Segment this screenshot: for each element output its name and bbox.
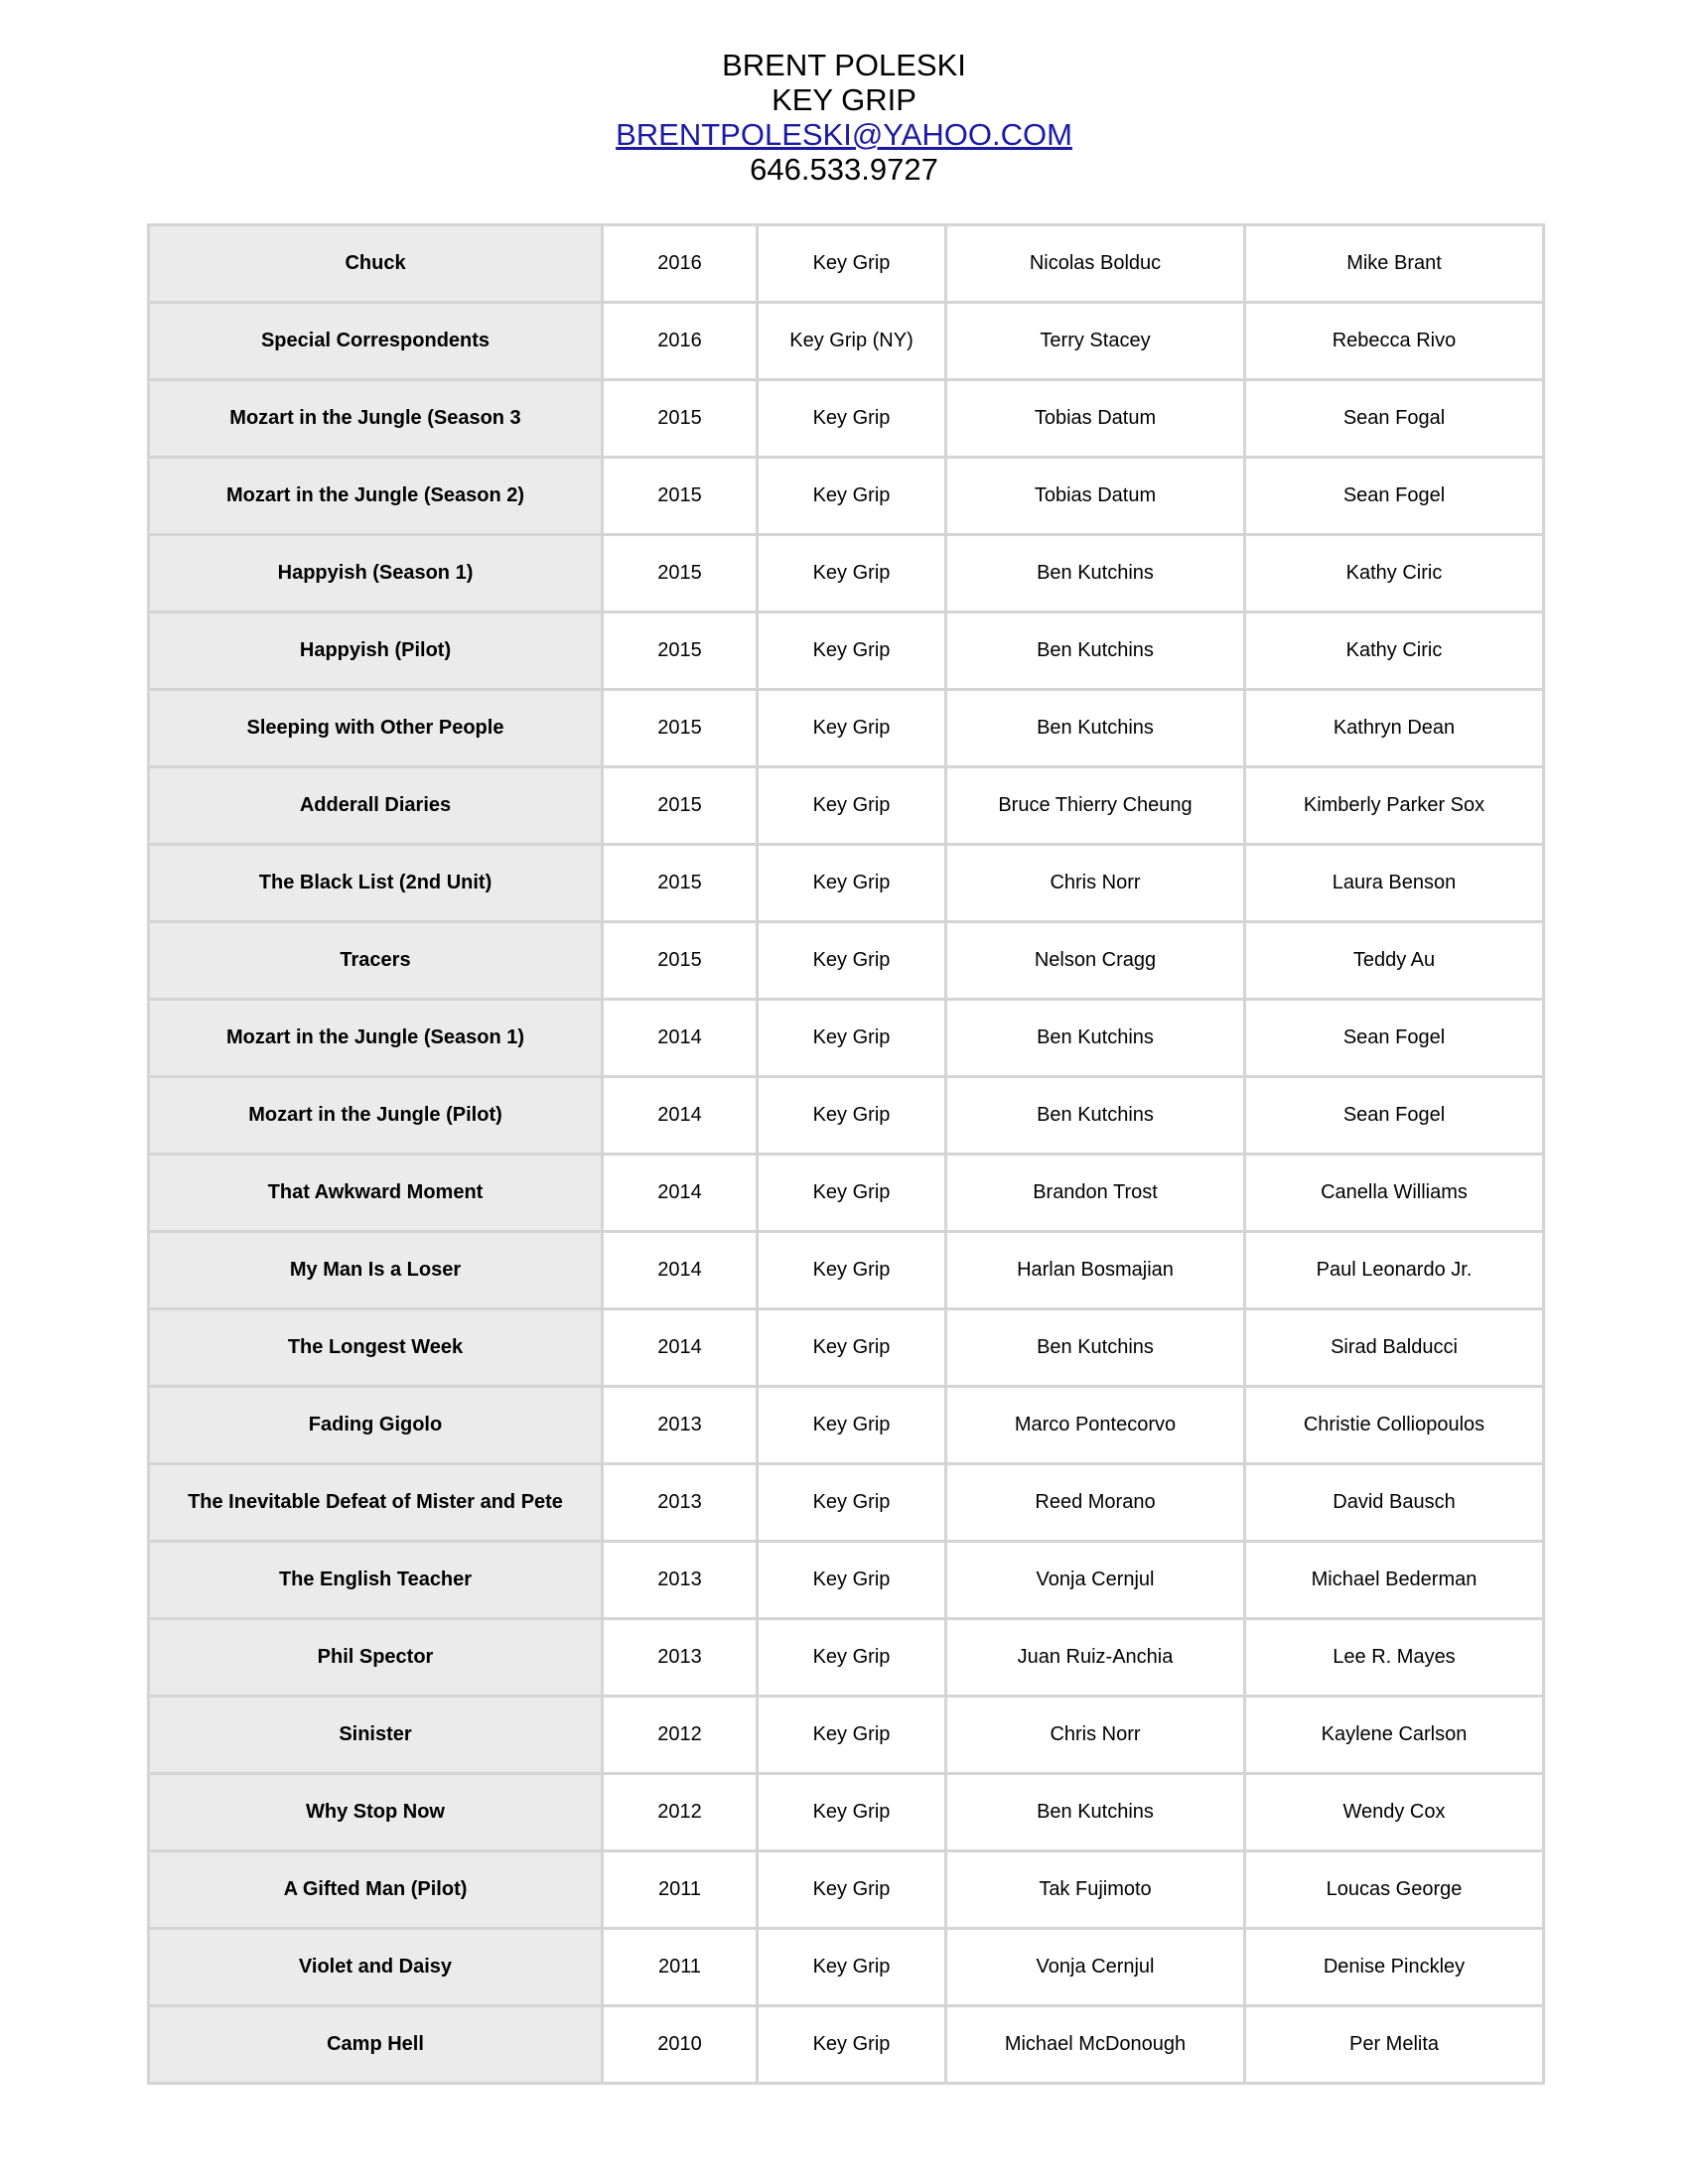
credit-position: Key Grip — [758, 458, 946, 535]
credit-position: Key Grip — [758, 1929, 946, 2006]
credits-table — [147, 223, 1545, 2085]
email-link[interactable]: BRENTPOLESKI@YAHOO.COM — [616, 117, 1072, 152]
credit-position: Key Grip — [758, 767, 946, 845]
table-row — [149, 1619, 1544, 1697]
credit-dp: Nelson Cragg — [946, 922, 1245, 1000]
credit-contact: Rebecca Rivo — [1245, 303, 1544, 380]
credit-position: Key Grip — [758, 225, 946, 303]
credit-year: 2016 — [603, 225, 758, 303]
credit-contact: Kaylene Carlson — [1245, 1697, 1544, 1774]
phone-number: 646.533.9727 — [750, 152, 938, 187]
credit-position: Key Grip — [758, 1697, 946, 1774]
credit-dp: Ben Kutchins — [946, 1000, 1245, 1077]
table-row — [149, 1697, 1544, 1774]
credit-contact: Kathy Ciric — [1245, 535, 1544, 613]
credit-title: Fading Gigolo — [149, 1387, 603, 1464]
credit-contact: Denise Pinckley — [1245, 1929, 1544, 2006]
credit-year: 2011 — [603, 1929, 758, 2006]
credit-dp: Reed Morano — [946, 1464, 1245, 1542]
credit-contact: Sirad Balducci — [1245, 1309, 1544, 1387]
table-row — [149, 613, 1544, 690]
table-row — [149, 1774, 1544, 1851]
name-heading: BRENT POLESKI — [722, 48, 966, 82]
table-row — [149, 1542, 1544, 1619]
credits-table-body — [149, 225, 1544, 2084]
credit-dp: Ben Kutchins — [946, 690, 1245, 767]
credit-contact: Sean Fogel — [1245, 458, 1544, 535]
credit-contact: Mike Brant — [1245, 225, 1544, 303]
credit-position: Key Grip — [758, 1542, 946, 1619]
credit-year: 2015 — [603, 922, 758, 1000]
credit-title: Mozart in the Jungle (Season 1) — [149, 1000, 603, 1077]
credit-year: 2016 — [603, 303, 758, 380]
credit-dp: Ben Kutchins — [946, 1309, 1245, 1387]
credit-position: Key Grip — [758, 380, 946, 458]
table-row — [149, 1232, 1544, 1309]
credit-position: Key Grip — [758, 1077, 946, 1155]
credit-dp: Chris Norr — [946, 845, 1245, 922]
email-line — [0, 117, 1688, 152]
table-row — [149, 303, 1544, 380]
credit-position: Key Grip — [758, 1464, 946, 1542]
credit-year: 2015 — [603, 535, 758, 613]
credit-year: 2015 — [603, 845, 758, 922]
credit-position: Key Grip — [758, 845, 946, 922]
credit-position: Key Grip — [758, 1851, 946, 1929]
credit-position: Key Grip — [758, 1774, 946, 1851]
credit-title: Happyish (Season 1) — [149, 535, 603, 613]
credit-dp: Bruce Thierry Cheung — [946, 767, 1245, 845]
credit-position: Key Grip (NY) — [758, 303, 946, 380]
credit-title: The Longest Week — [149, 1309, 603, 1387]
credit-position: Key Grip — [758, 1619, 946, 1697]
credit-year: 2013 — [603, 1542, 758, 1619]
resume-header — [0, 48, 1688, 187]
credit-position: Key Grip — [758, 922, 946, 1000]
credit-contact: Michael Bederman — [1245, 1542, 1544, 1619]
credit-title: My Man Is a Loser — [149, 1232, 603, 1309]
table-row — [149, 845, 1544, 922]
credit-year: 2014 — [603, 1232, 758, 1309]
credit-position: Key Grip — [758, 1387, 946, 1464]
credit-year: 2013 — [603, 1387, 758, 1464]
credit-position: Key Grip — [758, 1155, 946, 1232]
credit-title: Violet and Daisy — [149, 1929, 603, 2006]
credit-title: Special Correspondents — [149, 303, 603, 380]
credit-contact: Kathy Ciric — [1245, 613, 1544, 690]
credit-position: Key Grip — [758, 535, 946, 613]
credit-position: Key Grip — [758, 1232, 946, 1309]
credit-contact: Laura Benson — [1245, 845, 1544, 922]
credit-year: 2015 — [603, 458, 758, 535]
credit-contact: David Bausch — [1245, 1464, 1544, 1542]
credit-contact: Kimberly Parker Sox — [1245, 767, 1544, 845]
credit-dp: Juan Ruiz-Anchia — [946, 1619, 1245, 1697]
table-row — [149, 535, 1544, 613]
role-heading: KEY GRIP — [772, 82, 916, 117]
credit-dp: Michael McDonough — [946, 2006, 1245, 2084]
table-row — [149, 922, 1544, 1000]
credit-title: Adderall Diaries — [149, 767, 603, 845]
credit-title: Sinister — [149, 1697, 603, 1774]
credit-year: 2014 — [603, 1000, 758, 1077]
credit-year: 2012 — [603, 1697, 758, 1774]
credit-dp: Tobias Datum — [946, 458, 1245, 535]
table-row — [149, 1000, 1544, 1077]
credit-title: Tracers — [149, 922, 603, 1000]
table-row — [149, 1464, 1544, 1542]
credit-contact: Per Melita — [1245, 2006, 1544, 2084]
credit-dp: Brandon Trost — [946, 1155, 1245, 1232]
credit-year: 2013 — [603, 1619, 758, 1697]
credit-year: 2014 — [603, 1155, 758, 1232]
table-row — [149, 1851, 1544, 1929]
credit-title: Chuck — [149, 225, 603, 303]
credit-title: The Inevitable Defeat of Mister and Pete — [149, 1464, 603, 1542]
table-row — [149, 458, 1544, 535]
credit-position: Key Grip — [758, 1000, 946, 1077]
credit-position: Key Grip — [758, 613, 946, 690]
credit-position: Key Grip — [758, 2006, 946, 2084]
credit-year: 2014 — [603, 1077, 758, 1155]
credit-year: 2010 — [603, 2006, 758, 2084]
credit-contact: Teddy Au — [1245, 922, 1544, 1000]
table-row — [149, 2006, 1544, 2084]
credit-title: Camp Hell — [149, 2006, 603, 2084]
credit-contact: Kathryn Dean — [1245, 690, 1544, 767]
credit-year: 2015 — [603, 380, 758, 458]
credit-contact: Christie Colliopoulos — [1245, 1387, 1544, 1464]
credit-title: Mozart in the Jungle (Pilot) — [149, 1077, 603, 1155]
credit-contact: Canella Williams — [1245, 1155, 1544, 1232]
credit-year: 2015 — [603, 613, 758, 690]
table-row — [149, 225, 1544, 303]
credit-year: 2011 — [603, 1851, 758, 1929]
credit-contact: Lee R. Mayes — [1245, 1619, 1544, 1697]
credit-dp: Ben Kutchins — [946, 535, 1245, 613]
credit-title: Mozart in the Jungle (Season 3 — [149, 380, 603, 458]
credit-position: Key Grip — [758, 1309, 946, 1387]
table-row — [149, 1155, 1544, 1232]
credit-title: That Awkward Moment — [149, 1155, 603, 1232]
credit-title: Mozart in the Jungle (Season 2) — [149, 458, 603, 535]
credit-year: 2014 — [603, 1309, 758, 1387]
table-row — [149, 767, 1544, 845]
credit-year: 2015 — [603, 690, 758, 767]
credit-dp: Vonja Cernjul — [946, 1542, 1245, 1619]
credit-year: 2013 — [603, 1464, 758, 1542]
credit-dp: Ben Kutchins — [946, 1077, 1245, 1155]
credit-dp: Harlan Bosmajian — [946, 1232, 1245, 1309]
table-row — [149, 1929, 1544, 2006]
credit-contact: Sean Fogel — [1245, 1000, 1544, 1077]
credit-dp: Nicolas Bolduc — [946, 225, 1245, 303]
credit-dp: Vonja Cernjul — [946, 1929, 1245, 2006]
credit-dp: Chris Norr — [946, 1697, 1245, 1774]
credit-title: A Gifted Man (Pilot) — [149, 1851, 603, 1929]
credit-year: 2012 — [603, 1774, 758, 1851]
credit-contact: Sean Fogal — [1245, 380, 1544, 458]
table-row — [149, 1077, 1544, 1155]
credit-contact: Sean Fogel — [1245, 1077, 1544, 1155]
credit-position: Key Grip — [758, 690, 946, 767]
credit-dp: Ben Kutchins — [946, 613, 1245, 690]
credit-title: The Black List (2nd Unit) — [149, 845, 603, 922]
credit-title: The English Teacher — [149, 1542, 603, 1619]
table-row — [149, 1309, 1544, 1387]
credit-title: Sleeping with Other People — [149, 690, 603, 767]
credit-year: 2015 — [603, 767, 758, 845]
table-row — [149, 690, 1544, 767]
table-row — [149, 1387, 1544, 1464]
credit-contact: Wendy Cox — [1245, 1774, 1544, 1851]
credit-dp: Tak Fujimoto — [946, 1851, 1245, 1929]
credit-dp: Ben Kutchins — [946, 1774, 1245, 1851]
credit-contact: Loucas George — [1245, 1851, 1544, 1929]
table-row — [149, 380, 1544, 458]
credit-title: Phil Spector — [149, 1619, 603, 1697]
credit-title: Happyish (Pilot) — [149, 613, 603, 690]
credit-title: Why Stop Now — [149, 1774, 603, 1851]
credit-dp: Marco Pontecorvo — [946, 1387, 1245, 1464]
credit-dp: Tobias Datum — [946, 380, 1245, 458]
credit-contact: Paul Leonardo Jr. — [1245, 1232, 1544, 1309]
credit-dp: Terry Stacey — [946, 303, 1245, 380]
